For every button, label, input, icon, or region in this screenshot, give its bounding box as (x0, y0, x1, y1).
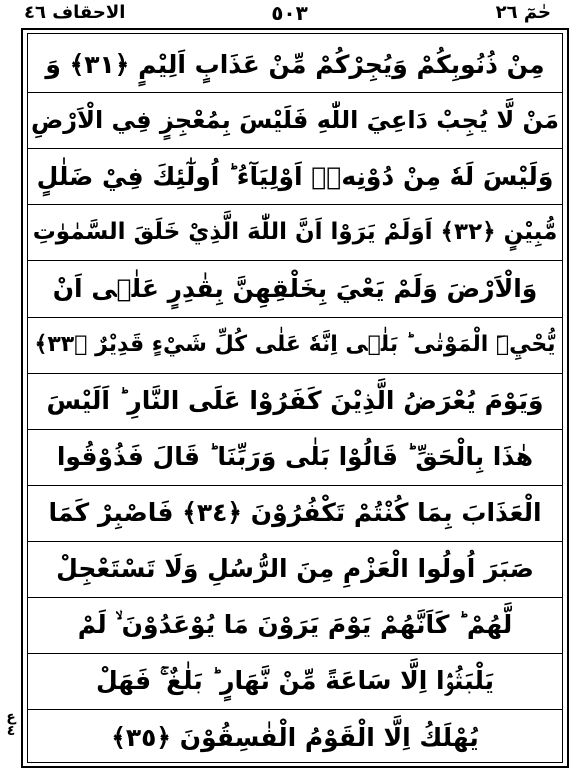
text-line: مِنْ ذُنُوبِكُمْ وَيُجِرْكُمْ مِّنْ عَذَابٍ اَلِيْمٍ ﴿٣١﴾ وَ (45, 49, 545, 79)
text-line: وَيَوْمَ يُعْرَضُ الَّذِيْنَ كَفَرُوْا عَلَى النَّارِ ؕ اَلَيْسَ (46, 386, 544, 416)
text-line: يُهْلَكُ اِلَّا الْقَوْمُ الْفٰسِقُوْنَ ﴿٣٥﴾ (111, 722, 479, 752)
text-line: مَنْ لَّا يُجِبْ دَاعِيَ اللّٰهِ فَلَيْسَ بِمُعْجِزٍ فِي الْاَرْضِ (31, 106, 559, 135)
page-header (0, 0, 579, 30)
surah-name: الاحقاف ٤٦ (24, 2, 126, 23)
text-line: يَلْبَثُوْۤا اِلَّا سَاعَةً مِّنْ نَّهَارٍ ؕ بَلٰغٌ ۚ فَهَلْ (95, 666, 495, 696)
text-line: وَلَيْسَ لَهٗ مِنْ دُوْنِهٖۤ اَوْلِيَآءُ ؕ اُولٰٓئِكَ فِيْ ضَلٰلٍ (36, 161, 554, 191)
text-line: يُّحْيِۦَ الْمَوْتٰى ؕ بَلٰۤى اِنَّهٗ عَلٰى كُلِّ شَيْءٍ قَدِيْرٌ ﴿٣٣﴾ (34, 332, 556, 357)
text-line: الْعَذَابَ بِمَا كُنْتُمْ تَكْفُرُوْنَ ﴿٣٤﴾ فَاصْبِرْ كَمَا (48, 498, 542, 528)
text-line: صَبَرَ اُولُوا الْعَزْمِ مِنَ الرُّسُلِ وَلَا تَسْتَعْجِلْ (56, 554, 534, 584)
text-line: لَّهُمْ ؕ كَاَنَّهُمْ يَوْمَ يَرَوْنَ مَا يُوْعَدُوْنَ ۙ لَمْ (77, 610, 513, 639)
juz-label: حٰمٓ ٢٦ (495, 2, 551, 23)
page-number: ٥٠٣ (271, 1, 308, 25)
ruku-margin-mark: ع ٤ (6, 709, 16, 739)
text-line: وَالْاَرْضَ وَلَمْ يَعْيَ بِخَلْقِهِنَّ بِقٰدِرٍ عَلٰۤى اَنْ (52, 273, 538, 303)
text-line: مُّبِيْنٍ ﴿٣٢﴾ اَوَلَمْ يَرَوْا اَنَّ اللّٰهَ الَّذِيْ خَلَقَ السَّمٰوٰتِ (32, 219, 558, 246)
text-line: هٰذَا بِالْحَقِّ ؕ قَالُوْا بَلٰى وَرَبِّنَا ؕ قَالَ فَذُوْقُوا (56, 442, 534, 472)
